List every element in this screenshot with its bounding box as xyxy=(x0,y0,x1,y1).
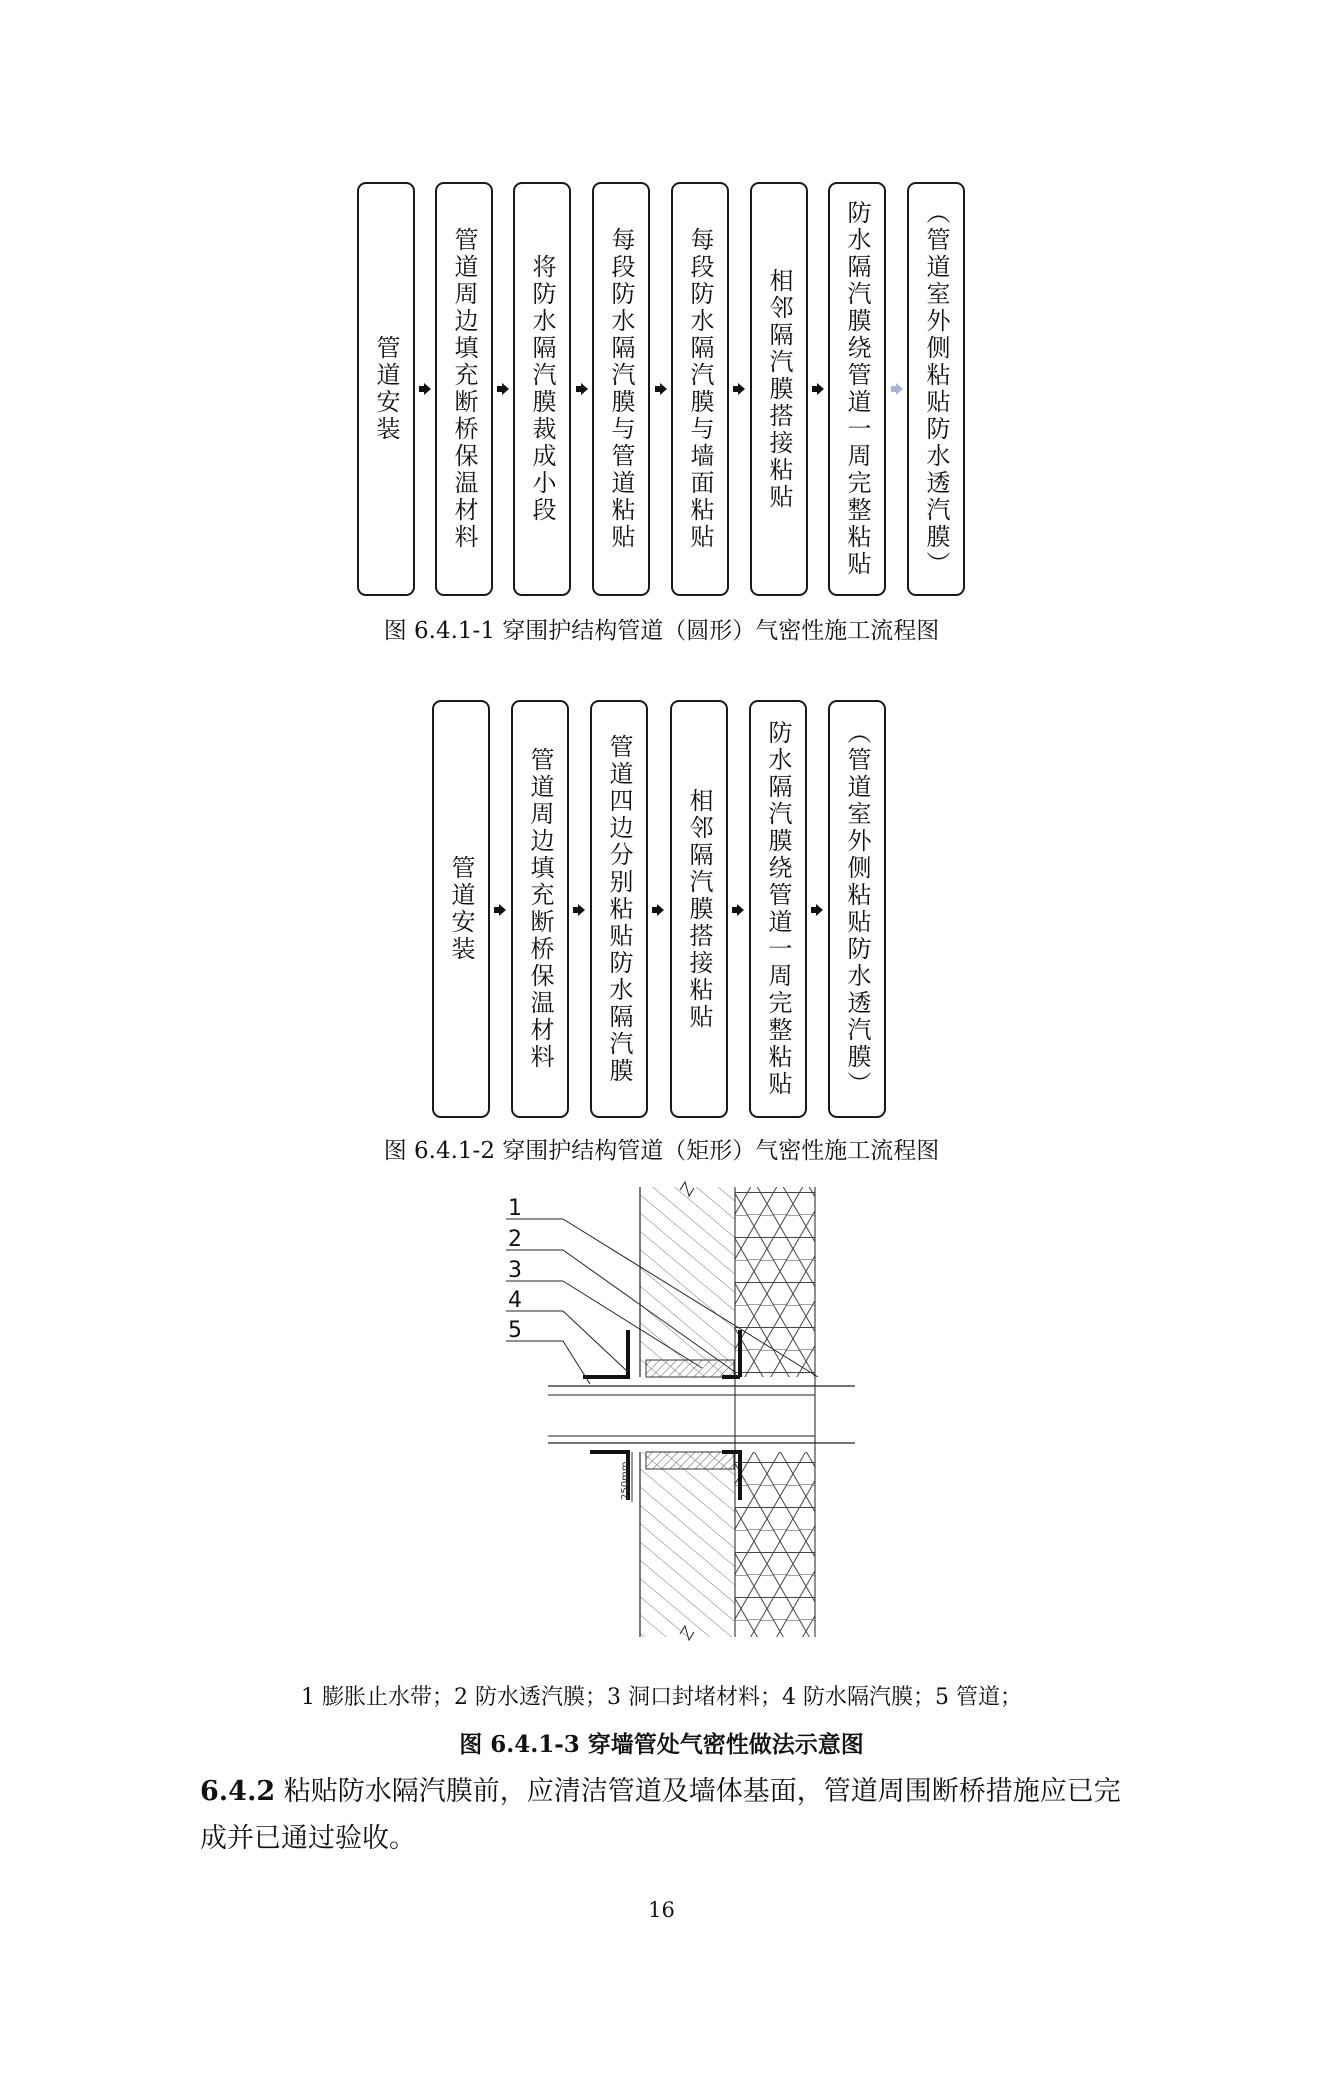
flow1-step-6: 相邻隔汽膜搭接粘贴 xyxy=(750,182,808,596)
flow1-step-4: 每段防水隔汽膜与管道粘贴 xyxy=(592,182,650,596)
flow1-step-3: 将防水隔汽膜裁成小段 xyxy=(513,182,571,596)
flow2-step-6: （管道室外侧粘贴防水透汽膜） xyxy=(828,700,886,1118)
callout-2: 2 xyxy=(508,1227,522,1252)
flow1-step-5: 每段防水隔汽膜与墙面粘贴 xyxy=(671,182,729,596)
figure3-caption: 图 6.4.1-3 穿墙管处气密性做法示意图 xyxy=(459,1731,864,1758)
concrete-wall-upper xyxy=(640,1187,735,1377)
callout-1: 1 xyxy=(508,1196,522,1221)
flow2-step-1: 管道安装 xyxy=(432,700,490,1118)
flow2-arrow-2 xyxy=(573,904,585,916)
flow1-caption: 图 6.4.1-1 穿围护结构管道（圆形）气密性施工流程图 xyxy=(383,618,940,644)
flow1-arrow-5 xyxy=(733,383,745,395)
flow1-arrow-1 xyxy=(419,383,431,395)
insulation-lower xyxy=(735,1452,815,1637)
flow1-arrow-7 xyxy=(891,383,903,395)
flow1-step-1: 管道安装 xyxy=(357,182,415,596)
flow1-arrow-6 xyxy=(812,383,824,395)
flow2-arrow-1 xyxy=(494,904,506,916)
insulation-upper xyxy=(735,1187,815,1377)
callout-4: 4 xyxy=(508,1288,522,1313)
flow1-arrow-2 xyxy=(497,383,509,395)
flow1-step-8: （管道室外侧粘贴防水透汽膜） xyxy=(907,182,965,596)
flow1-arrow-4 xyxy=(655,383,667,395)
flow2-arrow-5 xyxy=(811,904,823,916)
callout-3: 3 xyxy=(508,1258,522,1283)
flow2-step-5: 防水隔汽膜绕管道一周完整粘贴 xyxy=(749,700,807,1118)
opening-sealing-upper xyxy=(646,1360,734,1377)
clause-6-4-2 xyxy=(200,1768,1130,1862)
flow2-step-3: 管道四边分别粘贴防水隔汽膜 xyxy=(590,700,648,1118)
clause-text: 粘贴防水隔汽膜前，应清洁管道及墙体基面，管道周围断桥措施应已完成并已通过验收。 xyxy=(200,1776,1121,1854)
flow1-step-2: 管道周边填充断桥保温材料 xyxy=(435,182,493,596)
wall-pipe-detail-drawing xyxy=(480,1180,860,1650)
clause-number: 6.4.2 xyxy=(200,1776,276,1807)
opening-sealing-lower xyxy=(646,1452,734,1469)
concrete-wall-lower xyxy=(640,1452,735,1637)
flow2-arrow-3 xyxy=(652,904,664,916)
callout-5: 5 xyxy=(508,1318,522,1343)
figure3-legend: 1 膨胀止水带；2 防水透汽膜；3 洞口封堵材料；4 防水隔汽膜；5 管道； xyxy=(301,1685,1022,1710)
flow2-step-2: 管道周边填充断桥保温材料 xyxy=(511,700,569,1118)
flow1-arrow-3 xyxy=(576,383,588,395)
flow2-caption: 图 6.4.1-2 穿围护结构管道（矩形）气密性施工流程图 xyxy=(383,1138,940,1164)
page-number: 16 xyxy=(648,1898,675,1922)
flow2-arrow-4 xyxy=(732,904,744,916)
flow2-step-4: 相邻隔汽膜搭接粘贴 xyxy=(670,700,728,1118)
flow1-step-7: 防水隔汽膜绕管道一周完整粘贴 xyxy=(828,182,886,596)
svg-text:250mm: 250mm xyxy=(620,1461,631,1500)
vapor-barrier-upper-left xyxy=(583,1330,628,1377)
